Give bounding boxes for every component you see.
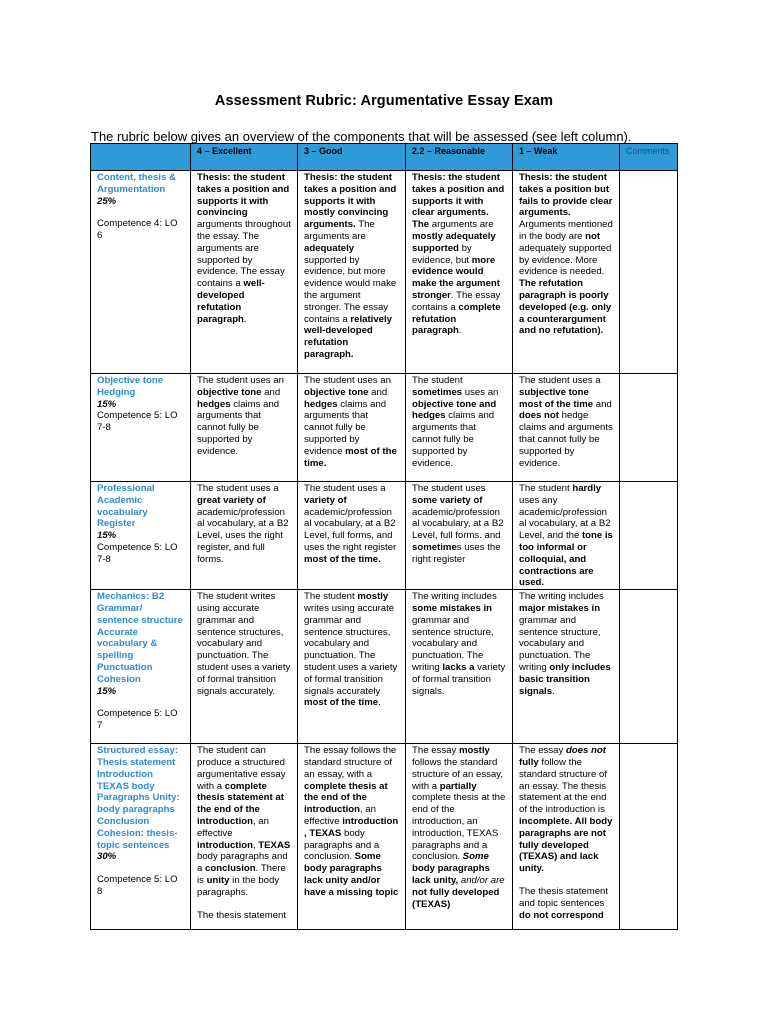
criterion-spacer [97,863,184,874]
cell-text: relatively well-developed refutation paragraph. [304,313,393,360]
cell-text: The writing includes [412,591,497,603]
cell-text: The student [412,375,463,386]
cell-text: grammar and sentence structure, vocabulary and punctuation. The writing [412,614,494,673]
cell-text: . There is [197,863,286,886]
rubric-row-structure [91,744,678,930]
header-excellent: 4 – Excellent [191,144,298,171]
cell-text: in the body paragraphs. [197,874,280,898]
criterion-competence: Competence 4: LO 6 [97,218,178,242]
level-cell-excellent [191,590,298,744]
cell-text: only includes basic transition signals [519,661,611,697]
cell-text: arguments are [429,219,494,231]
cell-text: does not [565,745,606,757]
document-title: Assessment Rubric: Argumentative Essay Exam [214,93,554,109]
level-cell-reasonable [406,374,513,482]
level-cell-excellent [191,744,298,930]
cell-text: TEXAS [258,839,291,851]
comments-cell[interactable] [620,374,678,482]
level-cell-good [298,744,406,930]
criterion-weight: 15% [97,530,117,542]
criterion-cell [91,374,191,482]
cell-text: adequately supported by evidence. More evidence is needed. [519,242,612,278]
cell-text: academic/profession al vocabulary, at a B2 Level, full forms. and [412,506,504,542]
cell-text: claims and arguments that cannot fully be supported by evidence. [197,398,280,457]
header-reasonable: 2.2 – Reasonable [406,144,513,171]
cell-text: , an effective [197,815,269,839]
cell-text: arguments throughout the essay. The arguments are supported by evidence. The essay contains a [197,219,291,290]
cell-text: some mistakes in [412,602,492,614]
cell-text: hedge claims and arguments that cannot fully be supported by evidence. [519,410,613,469]
criterion-competence: Competence 5: LO 7-8 [97,541,178,565]
cell-text: body paragraphs lack unity, [412,863,490,886]
cell-text: follows the standard structure of an essay, with a [412,756,504,792]
cell-text: introduction , TEXAS [304,815,399,839]
cell-text: mostly [357,591,389,603]
cell-text: fully [519,756,539,768]
cell-text: major mistakes in [519,602,601,614]
cell-text: most of the time. [304,445,397,469]
criterion-cell [91,482,191,590]
cell-text: The student [304,591,358,603]
cell-text: well-developed refutation paragraph [197,278,265,325]
level-cell-weak [513,374,620,482]
cell-text: The refutation paragraph is poorly developed (e.g. only a counterargument and no refutation). [519,278,612,337]
cell-text: . The essay contains a [412,289,501,313]
comments-cell[interactable] [620,171,678,374]
cell-text: tone is too informal or colloquial, and contractions are used. [519,530,613,589]
cell-text: follow the standard structure of an essay. The thesis statement at the end of the introduction is [519,756,607,816]
cell-text: complete thesis statement at the end of the introduction [197,780,284,827]
cell-text: The thesis statement [197,909,287,921]
rubric-row-content [91,171,678,374]
cell-text: partially [439,780,477,792]
cell-text: supported by evidence, but more evidence would make the argument stronger. The essay contains a [304,254,397,325]
comments-cell[interactable] [620,590,678,744]
cell-text: grammar and sentence structure, vocabulary and punctuation. The writing [519,614,601,673]
header-criteria-cell [91,144,191,171]
cell-text: The student [519,483,573,494]
criterion-competence: Competence 5: LO 8 [97,874,178,897]
cell-text: sometimes [412,386,463,398]
cell-text: The thesis statement and topic sentences [519,885,609,909]
cell-text: Thesis: the student takes a position and supports it with mostly convincing arguments. [304,172,397,231]
cell-text: subjective tone most of the time [519,386,594,410]
cell-text: hardly [572,483,602,494]
header-row [91,144,678,171]
cell-text: objective tone [304,386,369,398]
cell-text: mostly adequately supported [412,230,496,254]
cell-text: The student uses a [304,483,386,494]
cell-text: The arguments are [304,219,375,242]
cell-text: writes using accurate grammar and sentence structures, vocabulary and punctuation. The student uses a variety of formal transition signals accurately [304,602,398,697]
cell-text: complete thesis at the end of the introduction, an introduction, TEXAS paragraphs and a conclusion. [412,792,506,863]
cell-text: does not [519,410,559,422]
criterion-spacer [97,697,184,708]
level-cell-weak [513,744,620,930]
rubric-row-objective-tone [91,374,678,482]
header-weak: 1 – Weak [513,144,620,171]
level-cell-good [298,171,406,374]
level-cell-reasonable [406,744,513,930]
cell-text: claims and arguments that cannot fully be supported by evidence [304,398,387,457]
criterion-weight: 15% [97,398,117,410]
cell-text: lacks a [442,661,475,673]
level-cell-weak [513,482,620,590]
criterion-cell [91,744,191,930]
cell-text: The student uses an [197,375,284,386]
level-cell-weak [513,590,620,744]
level-cell-excellent [191,171,298,374]
cell-text: The essay [519,745,566,757]
cell-text: hedges [304,398,338,410]
cell-text: conclusion [205,863,256,875]
cell-text: Some [462,851,489,863]
cell-text: by evidence, but [412,242,472,266]
criterion-name: Content, thesis & Argumentation [97,172,176,195]
cell-text: do not correspond [519,909,604,921]
cell-text: The essay follows the standard structure of an essay, with a [304,745,397,780]
cell-text: Thesis: the student takes a position and supports it with clear arguments. The [412,172,505,231]
cell-text: The writing includes [519,591,604,603]
cell-text: most of the time [304,697,379,709]
criterion-competence: Competence 5: LO 7 [97,708,178,732]
criterion-weight: 15% [97,685,117,697]
cell-text: , an effective [304,804,376,827]
cell-text: some variety of [412,494,483,506]
header-good: 3 – Good [298,144,406,171]
cell-text: more evidence would make the argument stronger [412,254,500,301]
cell-text: introduction [197,839,253,851]
level-cell-reasonable [406,590,513,744]
level-cell-reasonable [406,482,513,590]
cell-text: body paragraphs and a conclusion. [304,827,380,863]
cell-text: objective tone and hedges [412,398,497,422]
level-cell-good [298,374,406,482]
comments-cell[interactable] [620,482,678,590]
cell-text: adequately [304,242,355,254]
cell-text: and [368,386,388,398]
cell-text: variety of [304,494,347,506]
criterion-name: Professional Academic vocabulary Register [97,483,155,530]
cell-text: and/or are [460,874,505,886]
cell-text: academic/profession al vocabulary, at a B2 Level, full forms, and uses the right register [304,506,397,553]
level-cell-excellent [191,374,298,482]
criterion-name: Objective tone Hedging [97,375,164,398]
cell-text: The student writes using accurate grammar and sentence structures, vocabulary and punctuation. The student uses a variety of formal transition signals accurately. [197,591,291,697]
cell-text: . [378,697,381,709]
criterion-spacer [97,207,184,218]
cell-text: , [252,839,259,851]
cell-text: mostly [458,745,490,757]
cell-text: academic/profession al vocabulary, at a B2 Level, uses the right register, and full forms. [197,506,289,565]
cell-text: most of the time. [304,553,381,565]
cell-text: The student can produce a structured argumentative essay with a [197,745,286,792]
cell-text: uses an [462,386,499,398]
rubric-table [90,143,678,930]
criterion-name: Structured essay: Thesis statement Introduction TEXAS body Paragraphs Unity: body paragraphs Conclusion Cohesion: thesis-topic sentences [97,745,180,851]
criterion-name: Mechanics: B2 Grammar/ sentence structure Accurate vocabulary & spelling Punctuation Cohesion [97,591,183,685]
cell-text: and [593,398,612,410]
cell-text: objective tone [197,386,262,398]
cell-text: The student uses an [304,375,391,386]
cell-text: great variety of [197,494,266,506]
cell-text: s uses the right register [412,541,501,565]
cell-text: The student uses [412,483,486,494]
criterion-weight: 30% [97,851,117,863]
cell-text: and [261,386,281,398]
cell-text: claims and arguments that cannot fully be supported by evidence. [412,410,495,469]
criterion-weight: 25% [97,195,117,207]
intro-text: The rubric below gives an overview of the components that will be assessed (see left column). [91,129,632,144]
cell-text: The essay [412,745,459,757]
cell-text: Thesis: the student takes a position but fails to provide clear arguments. [519,172,613,219]
cell-text: complete refutation paragraph [412,301,501,337]
cell-text: uses any academic/profession al vocabulary, at a B2 Level, and the [519,494,611,542]
criterion-cell [91,171,191,374]
cell-text: The student uses a [197,483,279,494]
paragraph-break [519,875,613,886]
rubric-row-mechanics [91,590,678,744]
cell-text: sometime [412,541,457,553]
cell-text: unity [206,874,230,886]
cell-text: Some body paragraphs lack unity and/or have a missing topic [304,851,399,898]
cell-text: Thesis: the student takes a position and supports it with convincing [197,172,290,219]
comments-cell[interactable] [620,744,678,930]
level-cell-weak [513,171,620,374]
cell-text: . [243,313,247,325]
cell-text: hedges [197,398,231,410]
rubric-row-vocabulary [91,482,678,590]
cell-text: body paragraphs and a [197,851,288,875]
paragraph-break [197,899,291,910]
cell-text: . [458,325,462,337]
criterion-competence: Competence 5: LO 7-8 [97,410,178,434]
level-cell-good [298,482,406,590]
header-comments: Comments [620,144,678,171]
cell-text: The student uses a [519,375,601,386]
cell-text: variety of formal transition signals. [412,661,506,697]
level-cell-good [298,590,406,744]
cell-text: not fully developed (TEXAS) [412,886,500,910]
cell-text: complete thesis at the end of the introduction [304,780,388,816]
cell-text: Arguments mentioned in the body are [519,219,613,242]
cell-text: not [585,230,601,242]
cell-text: incomplete. All body paragraphs are not fully developed (TEXAS) and lack unity. [519,815,613,875]
level-cell-reasonable [406,171,513,374]
criterion-cell [91,590,191,744]
level-cell-excellent [191,482,298,590]
cell-text: . [552,685,555,697]
